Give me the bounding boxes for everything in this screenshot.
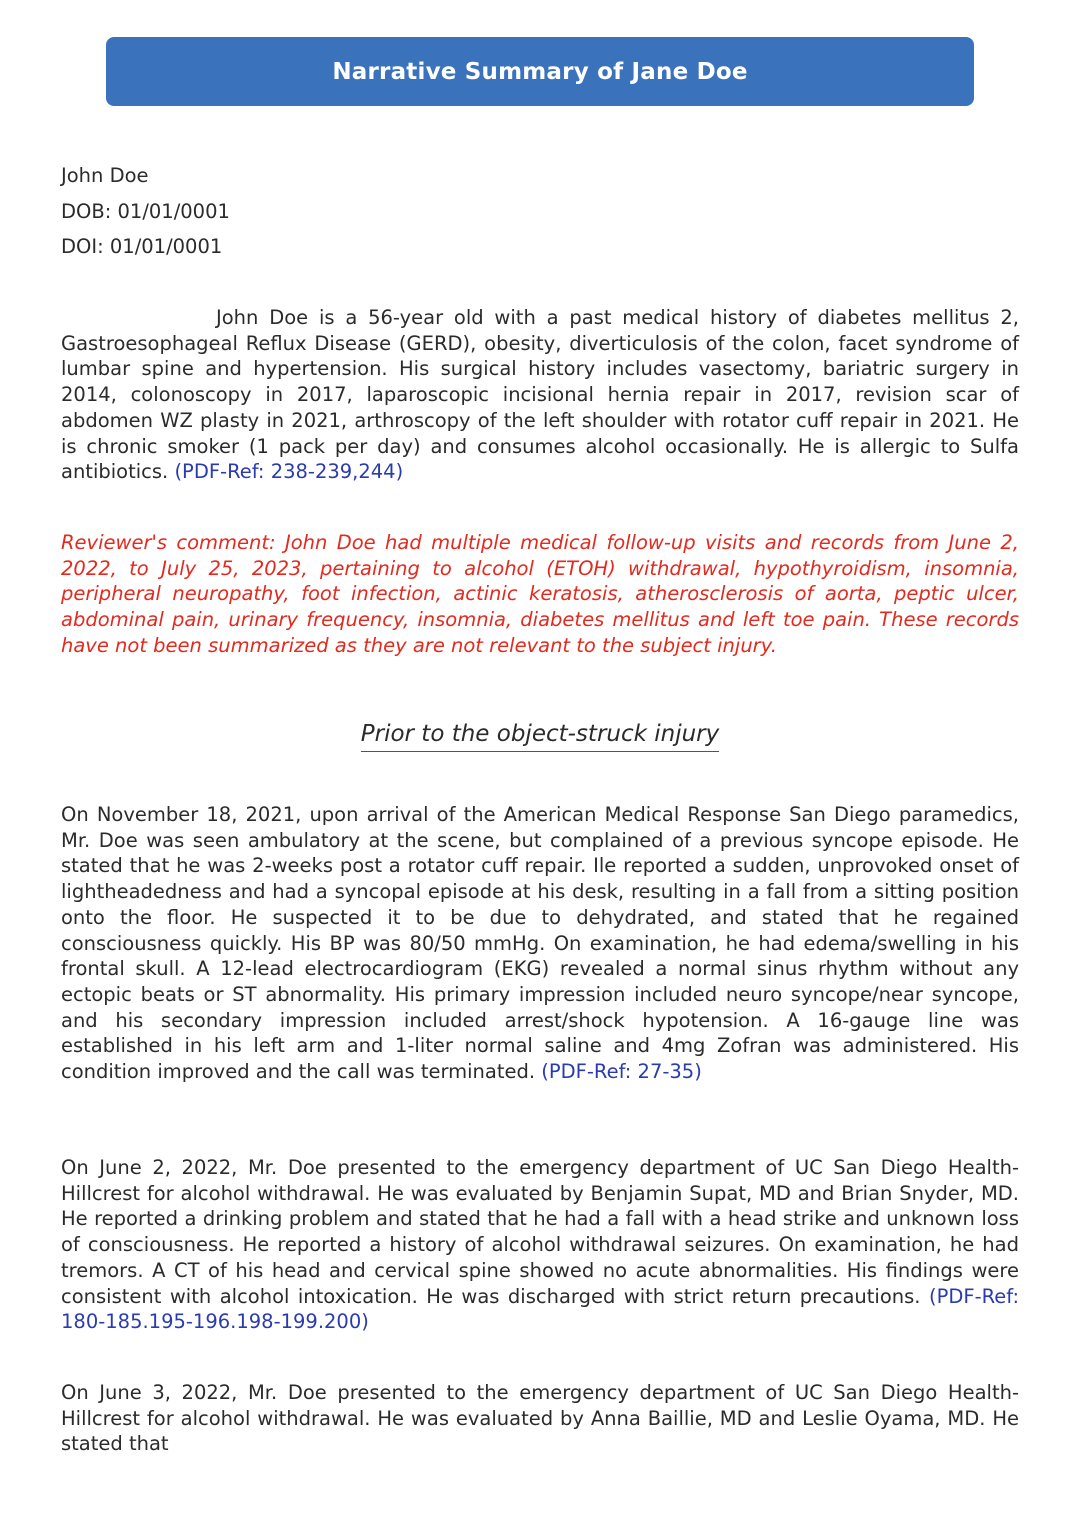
patient-dob: DOB: 01/01/0001: [61, 200, 230, 223]
entry-text: On November 18, 2021, upon arrival of the American Medical Response San Diego paramedics, Mr. Doe was seen ambulatory at the scene, but complained of a previous syncope episode. He stated that he was 2-weeks post a rotator cuff repair. Ile reported a sudden, unprovoked onset of lightheadedness and had a syncopal episode at his desk, resulting in a fall from a sitting position onto the floor. He suspected it to be due to dehydrated, and stated that he regained consciousness quickly. His BP was 80/50 mmHg. On examination, he had edema/swelling in his frontal skull. A 12-lead electrocardiogram (EKG) revealed a normal sinus rhythm without any ectopic beats or ST abnormality. His primary impression included neuro syncope/near syncope, and his secondary impression included arrest/shock hypotension. A 16-gauge line was established in his left arm and 1-liter normal saline and 4mg Zofran was administered. His condition improved and the call was terminated.: [61, 803, 1019, 1084]
entry-text: On June 3, 2022, Mr. Doe presented to the emergency department of UC San Diego Health-Hillcrest for alcohol withdrawal. He was evaluated by Anna Baillie, MD and Leslie Oyama, MD. He stated that: [61, 1381, 1019, 1456]
entry-text: On June 2, 2022, Mr. Doe presented to the emergency department of UC San Diego Health-Hillcrest for alcohol withdrawal. He was evaluated by Benjamin Supat, MD and Brian Snyder, MD. He reported a drinking problem and stated that he had a fall with a head strike and unknown loss of consciousness. He reported a history of alcohol withdrawal seizures. On examination, he had tremors. A CT of his head and cervical spine showed no acute abnormalities. His findings were consistent with alcohol intoxication. He was discharged with strict return precautions.: [61, 1156, 1019, 1308]
entry-pdf-ref: (PDF-Ref: 180-185.195-196.198-199.200): [61, 1284, 1020, 1334]
entry-paragraph: [61, 802, 1019, 1085]
history-text: John Doe is a 56-year old with a past medical history of diabetes mellitus 2, Gastroesophageal Reflux Disease (GERD), obesity, diverticulosis of the colon, facet syndrome of lumbar spine and hypertension. His surgical history includes vasectomy, bariatric surgery in 2014, colonoscopy in 2017, laparoscopic incisional hernia repair in 2017, revision scar of abdomen WZ plasty in 2021, arthroscopy of the left shoulder with rotator cuff repair in 2021. He is chronic smoker (1 pack per day) and consumes alcohol occasionally. He is allergic to Sulfa antibiotics.: [61, 306, 1019, 484]
patient-doi: DOI: 01/01/0001: [61, 235, 223, 258]
entry-paragraph: [61, 1155, 1019, 1335]
page-title: Narrative Summary of Jane Doe: [332, 58, 748, 85]
entry-pdf-ref: (PDF-Ref: 27-35): [541, 1060, 702, 1084]
entry-paragraph: [61, 1380, 1019, 1457]
history-pdf-ref: (PDF-Ref: 238-239,244): [174, 460, 404, 484]
title-banner: [106, 37, 974, 106]
history-paragraph: [61, 305, 1019, 485]
reviewer-comment: Reviewer's comment: John Doe had multiple medical follow-up visits and records from June 2, 2022, to July 25, 2023, pertaining to alcohol (ETOH) withdrawal, hypothyroidism, insomnia, peripheral neuropathy, foot infection, actinic keratosis, atherosclerosis of aorta, peptic ulcer, abdominal pain, urinary frequency, insomnia, diabetes mellitus and left toe pain. These records have not been summarized as they are not relevant to the subject injury.: [61, 531, 1019, 657]
section-heading: Prior to the object-struck injury: [361, 719, 720, 752]
section-heading-container: [0, 719, 1080, 752]
patient-name: John Doe: [61, 164, 149, 187]
